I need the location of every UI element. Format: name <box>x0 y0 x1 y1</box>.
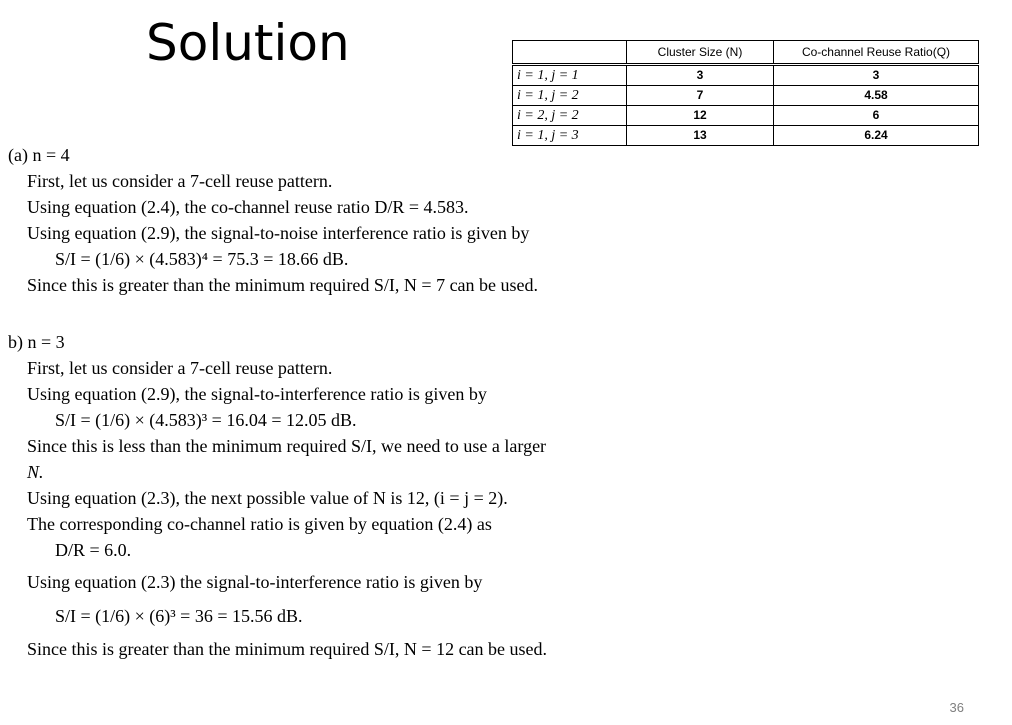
part-b-equation: S/I = (1/6) × (4.583)³ = 16.04 = 12.05 dB. <box>55 410 357 430</box>
part-b-line: The corresponding co-channel ratio is given by equation (2.4) as <box>27 514 492 534</box>
table-cell-cluster: 3 <box>627 65 774 86</box>
part-b-line: First, let us consider a 7-cell reuse pattern. <box>27 358 333 378</box>
table-row <box>513 106 979 126</box>
table-header-blank <box>513 41 627 65</box>
part-a-line: Since this is greater than the minimum required S/I, N = 7 can be used. <box>27 275 539 295</box>
table-cell-cluster: 7 <box>627 86 774 106</box>
part-b-heading: b) n = 3 <box>8 332 65 352</box>
table-row <box>513 86 979 106</box>
table-row <box>513 65 979 86</box>
table-header-row <box>513 41 979 65</box>
table-cell-ratio: 6.24 <box>774 126 979 146</box>
part-a-line: Using equation (2.9), the signal-to-noise interference ratio is given by <box>27 223 530 243</box>
table-cell-ratio: 6 <box>774 106 979 126</box>
table-cell-indices: i = 1, j = 2 <box>513 86 627 106</box>
table-cell-cluster: 13 <box>627 126 774 146</box>
part-b-line: Using equation (2.3), the next possible value of N is 12, (i = j = 2). <box>27 488 508 508</box>
part-b-line: Using equation (2.9), the signal-to-interference ratio is given by <box>27 384 487 404</box>
table-cell-indices: i = 1, j = 1 <box>513 65 627 86</box>
table-header-reuse-ratio: Co-channel Reuse Ratio(Q) <box>774 41 979 65</box>
part-b-line: Since this is less than the minimum required S/I, we need to use a larger <box>27 436 547 456</box>
part-b-line: Using equation (2.3) the signal-to-interference ratio is given by <box>27 572 483 592</box>
table-cell-cluster: 12 <box>627 106 774 126</box>
slide-title: Solution <box>146 14 350 72</box>
part-a-line: First, let us consider a 7-cell reuse pattern. <box>27 171 333 191</box>
part-a-heading: (a) n = 4 <box>8 145 70 165</box>
table-header-cluster-size: Cluster Size (N) <box>627 41 774 65</box>
part-b-line: N. <box>27 462 44 482</box>
part-b-equation: S/I = (1/6) × (6)³ = 36 = 15.56 dB. <box>55 606 303 626</box>
table-cell-ratio: 3 <box>774 65 979 86</box>
table-row <box>513 126 979 146</box>
part-a-equation: S/I = (1/6) × (4.583)⁴ = 75.3 = 18.66 dB. <box>55 249 349 269</box>
table-cell-indices: i = 2, j = 2 <box>513 106 627 126</box>
table-cell-indices: i = 1, j = 3 <box>513 126 627 146</box>
table-cell-ratio: 4.58 <box>774 86 979 106</box>
part-a-line: Using equation (2.4), the co-channel reuse ratio D/R = 4.583. <box>27 197 469 217</box>
part-b-equation: D/R = 6.0. <box>55 540 132 560</box>
page-number: 36 <box>949 700 964 715</box>
part-b-line: Since this is greater than the minimum required S/I, N = 12 can be used. <box>27 639 548 659</box>
reuse-ratio-table <box>512 40 979 146</box>
